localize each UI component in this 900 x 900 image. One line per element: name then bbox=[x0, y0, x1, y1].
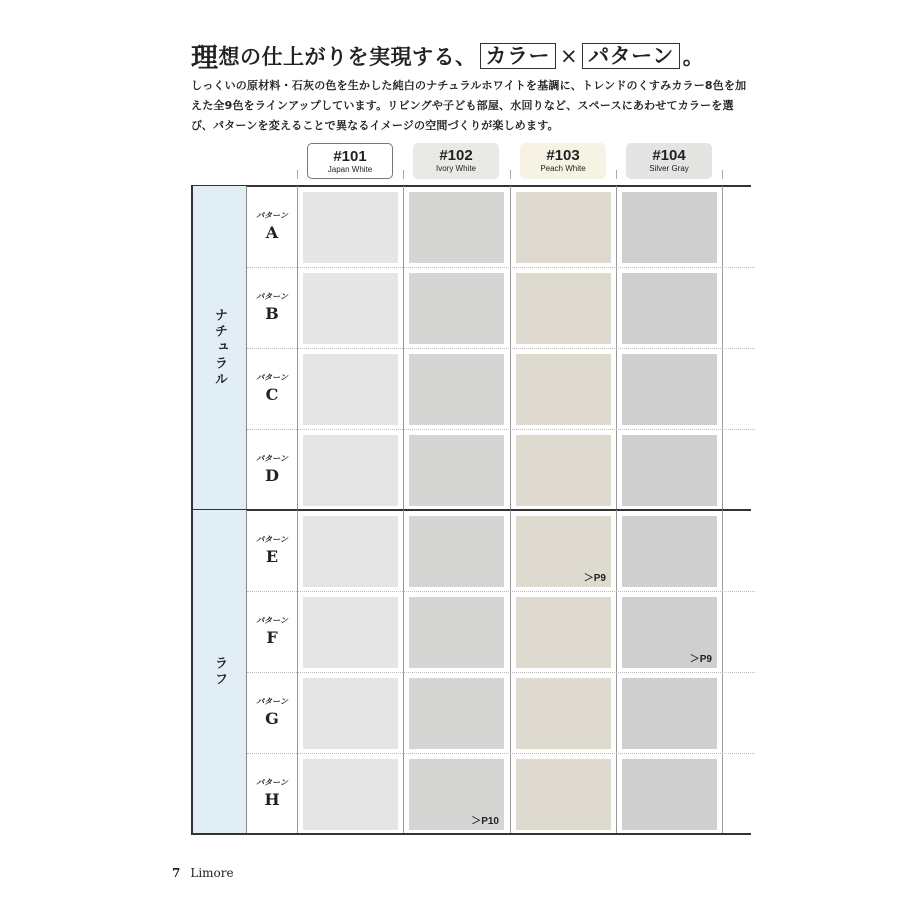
pattern-prefix: パターン bbox=[256, 211, 288, 220]
texture-swatch bbox=[409, 192, 504, 263]
footer bbox=[172, 866, 234, 880]
color-name: Silver Gray bbox=[649, 164, 689, 173]
table-bottom-border bbox=[191, 833, 751, 835]
column-tick bbox=[616, 170, 617, 179]
texture-swatch bbox=[409, 435, 504, 506]
texture-swatch bbox=[409, 597, 504, 668]
row-divider bbox=[247, 672, 755, 673]
pattern-prefix: パターン bbox=[256, 697, 288, 706]
texture-swatch bbox=[516, 597, 611, 668]
color-code: #102 bbox=[439, 147, 473, 164]
pattern-letter: G bbox=[265, 709, 279, 728]
title-end: 。 bbox=[682, 44, 705, 69]
texture-swatch bbox=[409, 273, 504, 344]
title-times: × bbox=[560, 43, 579, 68]
texture-swatch bbox=[409, 354, 504, 425]
category-cell bbox=[191, 186, 247, 510]
color-code: #103 bbox=[546, 147, 580, 164]
texture-swatch bbox=[622, 678, 717, 749]
lead-paragraph: しっくいの原材料・石灰の色を生かした純白のナチュラルホワイトを基調に、トレンドのくすみカラー8色を加えた全9色をラインアップしています。リビングや子ども部屋、水回りなど、スペースにあわせてカラーを選び、パターンを変えることで異なるイメージの空間づくりが楽しめます。 bbox=[191, 79, 747, 132]
column-tick bbox=[297, 170, 298, 179]
pattern-letter: H bbox=[264, 790, 280, 809]
texture-swatch bbox=[303, 273, 398, 344]
page-number: 7 bbox=[172, 866, 181, 880]
pattern-label bbox=[247, 696, 297, 728]
color-tab bbox=[520, 143, 606, 179]
color-tab bbox=[413, 143, 499, 179]
pattern-prefix: パターン bbox=[256, 778, 288, 787]
pattern-letter: B bbox=[265, 304, 279, 323]
pattern-letter: A bbox=[265, 223, 279, 242]
title-text: 想の仕上がりを実現する、 bbox=[218, 44, 477, 69]
pattern-letter: C bbox=[265, 385, 279, 404]
category-label: ナチュラル bbox=[212, 308, 227, 388]
page-reference-link[interactable]: ＞P10 bbox=[471, 816, 499, 827]
section-border bbox=[191, 185, 751, 187]
row-divider bbox=[247, 267, 755, 268]
category-cell bbox=[191, 510, 247, 834]
color-tab bbox=[307, 143, 393, 179]
texture-swatch bbox=[622, 192, 717, 263]
page-reference-link[interactable]: ＞P9 bbox=[583, 573, 606, 584]
color-name: Ivory White bbox=[435, 164, 476, 173]
texture-swatch bbox=[516, 435, 611, 506]
pattern-label bbox=[247, 615, 297, 647]
title-color-box: カラー bbox=[480, 43, 557, 69]
pattern-letter: D bbox=[265, 466, 279, 485]
pattern-label bbox=[247, 291, 297, 323]
pattern-prefix: パターン bbox=[256, 373, 288, 382]
texture-swatch bbox=[303, 678, 398, 749]
pattern-prefix: パターン bbox=[256, 454, 288, 463]
pattern-prefix: パターン bbox=[256, 535, 288, 544]
texture-swatch bbox=[516, 678, 611, 749]
texture-swatch bbox=[622, 354, 717, 425]
row-divider bbox=[247, 429, 755, 430]
title-pattern-box: パターン bbox=[582, 43, 680, 69]
texture-swatch bbox=[409, 516, 504, 587]
row-divider bbox=[247, 591, 755, 592]
color-name: Peach White bbox=[540, 164, 586, 173]
texture-swatch bbox=[516, 192, 611, 263]
pattern-prefix: パターン bbox=[256, 616, 288, 625]
page-reference-link[interactable]: ＞P9 bbox=[689, 654, 712, 665]
texture-swatch bbox=[622, 273, 717, 344]
pattern-letter: F bbox=[266, 628, 278, 647]
texture-swatch bbox=[516, 759, 611, 830]
texture-swatch bbox=[622, 435, 717, 506]
pattern-label bbox=[247, 534, 297, 566]
brand-name: Limore bbox=[190, 866, 234, 880]
pattern-label bbox=[247, 210, 297, 242]
column-tick bbox=[510, 170, 511, 179]
color-code: #104 bbox=[652, 147, 686, 164]
texture-swatch bbox=[303, 516, 398, 587]
section-border bbox=[191, 509, 751, 511]
column-tick bbox=[722, 170, 723, 179]
page-title bbox=[191, 36, 704, 75]
texture-swatch bbox=[303, 192, 398, 263]
color-name: Japan White bbox=[327, 165, 373, 174]
texture-swatch bbox=[303, 435, 398, 506]
texture-swatch bbox=[409, 678, 504, 749]
texture-swatch bbox=[622, 759, 717, 830]
pattern-label bbox=[247, 453, 297, 485]
pattern-prefix: パターン bbox=[256, 292, 288, 301]
texture-swatch bbox=[303, 597, 398, 668]
texture-swatch bbox=[622, 597, 717, 668]
color-tab bbox=[626, 143, 712, 179]
color-code: #101 bbox=[333, 148, 367, 165]
pattern-letter: E bbox=[265, 547, 279, 566]
texture-swatch bbox=[516, 354, 611, 425]
category-label: ラフ bbox=[212, 656, 227, 688]
texture-swatch bbox=[303, 354, 398, 425]
row-divider bbox=[247, 348, 755, 349]
texture-swatch bbox=[303, 759, 398, 830]
title-first-char: 理 bbox=[191, 43, 219, 74]
pattern-label bbox=[247, 777, 297, 809]
texture-swatch bbox=[516, 273, 611, 344]
pattern-label bbox=[247, 372, 297, 404]
texture-swatch bbox=[516, 516, 611, 587]
texture-swatch bbox=[409, 759, 504, 830]
texture-swatch bbox=[622, 516, 717, 587]
row-divider bbox=[247, 753, 755, 754]
column-tick bbox=[403, 170, 404, 179]
